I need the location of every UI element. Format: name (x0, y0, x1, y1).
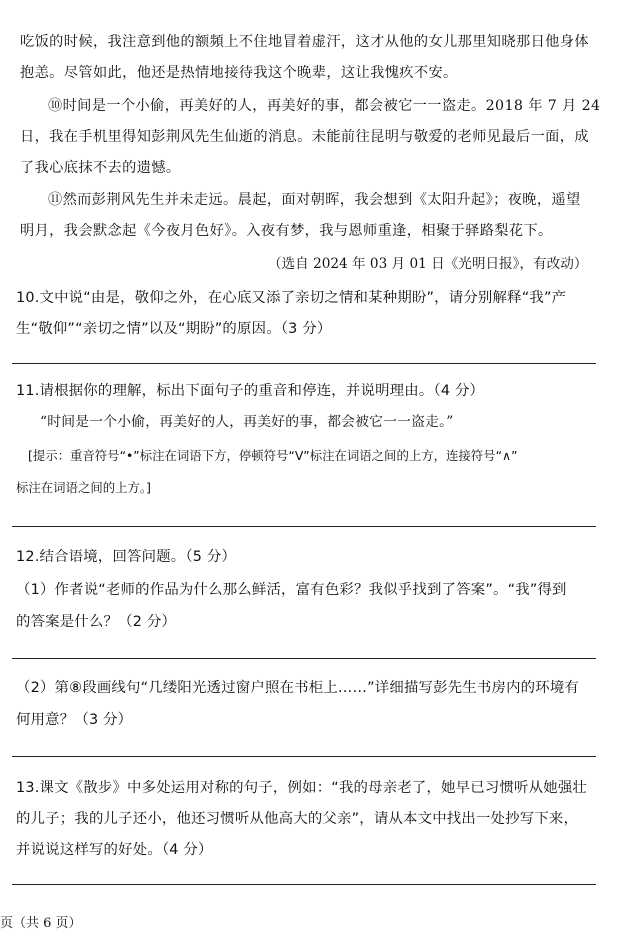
q11-hint-line-2: 标注在词语之间的上方。] (16, 480, 151, 495)
passage-line-1: 吃饭的时候，我注意到他的额頻上不住地冒着虚汗，这才从他的女儿那里知晓那日他身体 (20, 34, 589, 50)
q12-line-1: 12.结合语境，回答问题。（5 分） (16, 549, 237, 565)
q12-sub2-line-2: 何用意？（3 分） (16, 712, 133, 728)
passage-source: （选自 2024 年 03 月 01 日《光明日报》，有改动） (268, 256, 588, 272)
q10-answer-line[interactable] (12, 363, 596, 364)
q11-line-1: 11.请根据你的理解，标出下面句子的重音和停连，并说明理由。（4 分） (16, 383, 485, 399)
passage-line-2: 抱恙。尽管如此，他还是热情地接待我这个晚辈，这让我愧疚不安。 (20, 65, 458, 81)
q11-answer-line[interactable] (12, 526, 596, 527)
q10-line-1: 10.文中说“由是，敬仰之外，在心底又添了亲切之情和某种期盼”，请分别解释“我”产 (16, 290, 567, 306)
q13-line-1: 13.课文《散步》中多处运用对称的句子，例如：“我的母亲老了，她早已习惯听从她强壮 (16, 780, 587, 796)
passage-line-6: ⑪然而彭荆风先生并未走远。晨起，面对朝晖，我会想到《太阳升起》；夜晚，遥望 (48, 192, 581, 208)
q12-sub1-answer-line[interactable] (12, 658, 596, 659)
q10-line-2: 生“敬仰”“亲切之情”以及“期盼”的原因。（3 分） (16, 321, 332, 337)
q12-sub2-answer-line[interactable] (12, 756, 596, 757)
q12-sub2-line-1: （2）第⑧段画线句“几缕阳光透过窗户照在书柜上……”详细描写彭先生书房内的环境有 (16, 680, 580, 696)
q11-hint-line-1: [提示：重音符号“•”标注在词语下方，停顿符号“V”标注在词语之间的上方，连接符号“∧” (28, 448, 518, 463)
q12-sub1-line-2: 的答案是什么？（2 分） (16, 614, 177, 630)
passage-line-4: 日，我在手机里得知彭荆风先生仙逝的消息。未能前往昆明与敬爱的老师见最后一面，成 (20, 129, 589, 145)
passage-line-7: 明月，我会默念起《今夜月色好》。入夜有梦，我与恩师重逢，相聚于驿路梨花下。 (20, 223, 553, 239)
passage-line-3: ⑩时间是一个小偷，再美好的人，再美好的事，都会被它一一盗走。2018 年 7 月 24 (48, 98, 601, 114)
q13-line-3: 并说说这样写的好处。（4 分） (16, 842, 213, 858)
q11-quote: “时间是一个小偷，再美好的人，再美好的事，都会被它一一盗走。” (40, 414, 454, 430)
q13-answer-line[interactable] (12, 884, 596, 885)
passage-line-5: 了我心底抹不去的遗憾。 (20, 160, 181, 176)
q12-sub1-line-1: （1）作者说“老师的作品为什么那么鲜活，富有色彩？我似乎找到了答案”。“我”得到 (16, 582, 567, 598)
q13-line-2: 的儿子；我的儿子还小，他还习惯听从他高大的父亲”，请从本文中找出一处抄写下来， (16, 811, 579, 827)
page-footer: 页（共 6 页） (0, 916, 82, 931)
